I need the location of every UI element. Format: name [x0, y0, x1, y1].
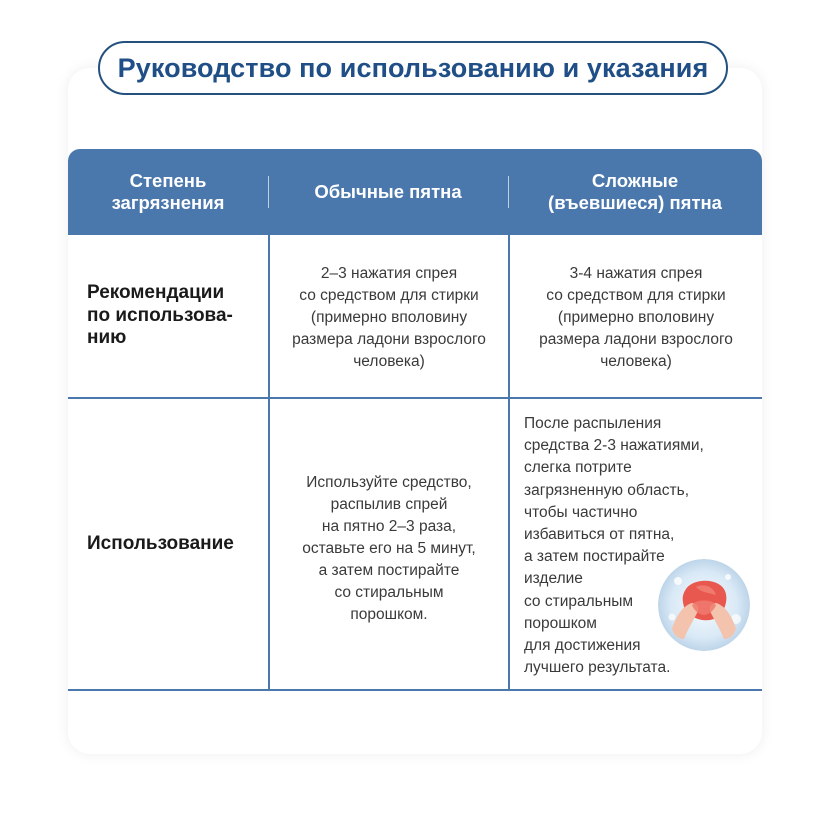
tough-stains-cell — [508, 399, 762, 689]
usage-table — [68, 149, 762, 691]
header-normal-stains — [268, 149, 508, 235]
row-header-cell — [68, 235, 268, 397]
header-divider — [268, 176, 269, 208]
cell-text: После распыления средства 2-3 нажатиями, слегка потрите загрязненную область, чтобы частично избавиться от пятна, а затем постирайте изделие со стиральным порошком для достижения лучшего результата. — [524, 415, 704, 677]
header-label: Степень загрязнения — [111, 170, 225, 213]
page-title — [98, 41, 728, 95]
header-divider — [508, 176, 509, 208]
row-label: Использование — [87, 532, 234, 554]
tough-stains-cell — [508, 235, 762, 397]
row-label: Рекомендации по использова- нию — [87, 282, 233, 349]
normal-stains-cell — [268, 235, 508, 397]
page-title-text: Руководство по использованию и указания — [117, 52, 709, 83]
header-label: Обычные пятна — [314, 181, 462, 202]
washing-hands-image — [658, 559, 750, 651]
cell-text: 3-4 нажатия спрея со средством для стирки (примерно вполовину размера ладони взрослого человека) — [539, 265, 733, 370]
normal-stains-cell — [268, 399, 508, 689]
header-soil-level — [68, 149, 268, 235]
table-header — [68, 149, 762, 235]
header-tough-stains — [508, 149, 762, 235]
row-header-cell — [68, 399, 268, 689]
table-row-usage — [68, 399, 762, 691]
cell-text: 2–3 нажатия спрея со средством для стирки (примерно вполовину размера ладони взрослого человека) — [292, 265, 486, 370]
header-label: Сложные (въевшиеся) пятна — [548, 170, 722, 213]
table-row-recommendations — [68, 235, 762, 399]
cell-text: Используйте средство, распылив спрей на пятно 2–3 раза, оставьте его на 5 минут, а затем постирайте со стиральным порошком. — [302, 474, 476, 623]
